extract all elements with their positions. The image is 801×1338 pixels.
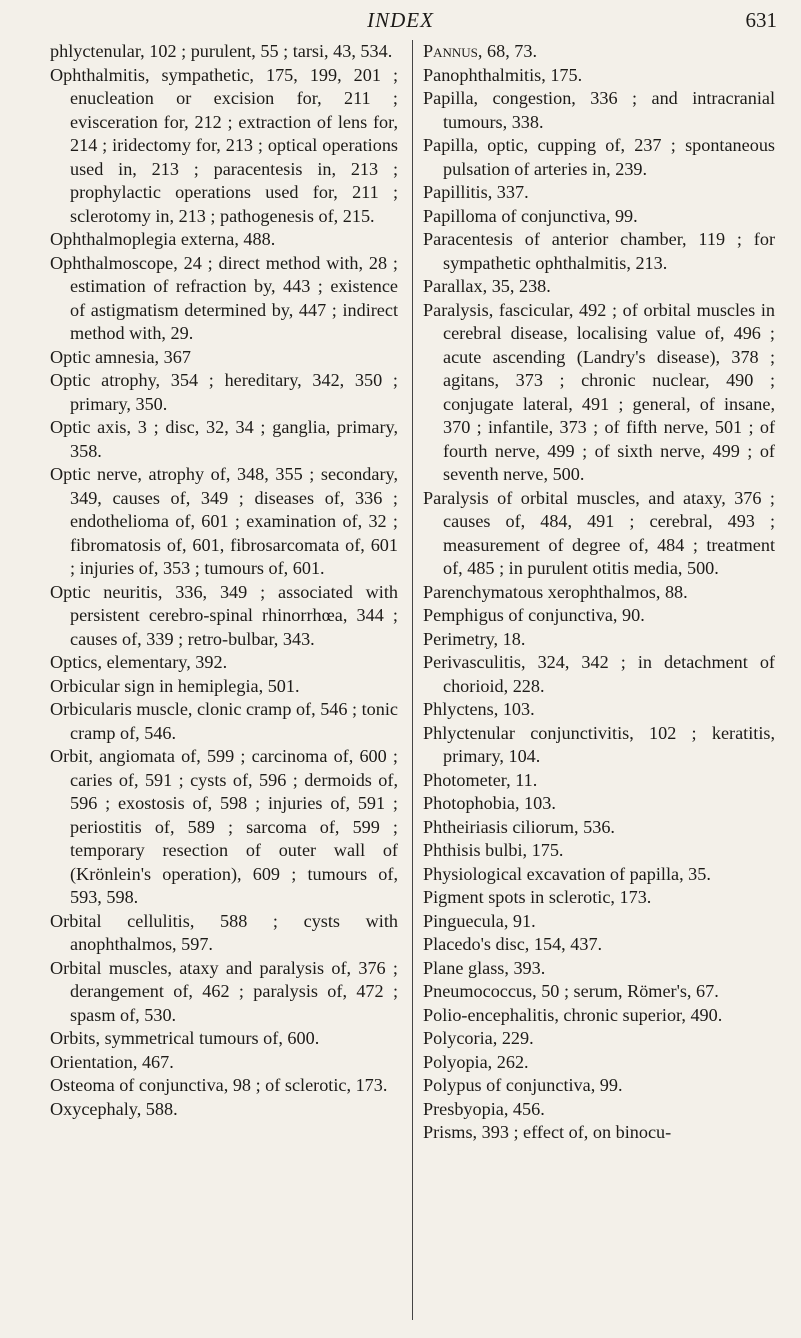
index-entry-refs: atrophy, 354 ; hereditary, 342, 350 ; primary, 350. <box>70 370 398 414</box>
index-entry-refs: , 456. <box>503 1098 545 1119</box>
index-entry-heading: Optic <box>50 370 91 390</box>
index-entry <box>50 698 398 745</box>
index-entry-heading: Polypus <box>423 1075 482 1095</box>
index-entry <box>50 463 398 581</box>
index-entry-heading: Papilloma <box>423 205 497 226</box>
index-entry-refs: phlyctenular, 102 ; purulent, 55 ; tarsi, 43, 534. <box>50 41 393 61</box>
index-entry-heading: Polio-encephalitis <box>423 1004 555 1025</box>
index-entry-heading: Orbits <box>50 1028 96 1048</box>
index-entry <box>423 839 775 863</box>
index-entry-refs: , fascicular, 492 ; of orbital muscles in cerebral disease, localising value of, 496 ; acute ascending (Landry's disease), 378 ; agitans, 373 ; chronic nuclear, 490 ; conjugate lateral, 491 ; general, of insane, 370 ; infantile, 373 ; of fifth nerve, 501 ; of fourth nerve, 499 ; of sixth nerve, 499 ; of seventh nerve, 500. <box>443 299 775 484</box>
index-entry-refs: , 91. <box>503 910 536 931</box>
index-entry <box>423 933 775 957</box>
index-entry <box>423 628 775 652</box>
index-entry <box>423 275 775 299</box>
index-entry-heading: Physiological <box>423 863 523 884</box>
index-entry-refs: amnesia, 367 <box>90 346 191 367</box>
index-entry-heading: Parallax <box>423 276 483 296</box>
index-column-right <box>423 40 775 1145</box>
index-entry-refs: , sympathetic, 175, 199, 201 ; enucleation or excision for, 211 ; evisceration for, 212 ; extraction of lens for, 214 ; iridectomy for, 213 ; optical operations used in, 213 ; paracentesis in, 213 ; prophylactic operations used for, 211 ; sclerotomy in, 213 ; pathogenesis of, 215. <box>70 64 398 226</box>
index-entry-refs: of conjunctiva, 99. <box>496 205 638 226</box>
index-entry-heading: Perivasculitis <box>423 652 521 672</box>
index-entry <box>423 1051 775 1075</box>
index-entry-refs: neuritis, 336, 349 ; associated with persistent cerebro-spinal rhinorrhœa, 344 ; causes of, 339 ; retro-bulbar, 343. <box>70 581 398 649</box>
index-entry-heading: Ophthalmoplegia <box>50 229 177 249</box>
index-entry-heading: Oxycephaly <box>50 1098 137 1119</box>
index-entry <box>423 651 775 698</box>
index-entry <box>50 675 398 699</box>
index-entry-refs: , 68, 73. <box>477 41 538 61</box>
index-entry <box>423 1098 775 1122</box>
index-entry-refs: , 103. <box>514 793 556 813</box>
index-entry-heading: Pannus <box>423 41 478 61</box>
index-entry <box>50 64 398 229</box>
index-entry-heading: Placedo's <box>423 934 491 954</box>
index-entry-refs: , 175. <box>541 64 583 85</box>
index-entry-refs: , 393 ; effect of, on binocu- <box>472 1122 672 1142</box>
index-entry-heading: Perimetry <box>423 628 494 649</box>
index-entry-heading: Optics <box>50 652 98 672</box>
index-entry <box>423 863 775 887</box>
index-entry <box>423 1074 775 1098</box>
index-entry <box>423 181 775 205</box>
index-entry-heading: Osteoma <box>50 1075 115 1095</box>
index-entry-refs: , 324, 342 ; in detachment of chorioid, 228. <box>443 652 775 696</box>
index-entry-heading: Paralysis <box>423 299 489 320</box>
index-entry-heading: Orbicular <box>50 675 120 696</box>
index-entry-refs: , 18. <box>493 628 526 649</box>
index-entry-heading: Polyopia <box>423 1051 488 1072</box>
index-entry-refs: , elementary, 392. <box>97 652 228 672</box>
index-entry <box>423 228 775 275</box>
index-entry <box>423 134 775 181</box>
index-entry-heading: Orbital <box>50 910 102 931</box>
index-entry-heading: Phthisis <box>423 840 481 860</box>
index-entry <box>50 346 398 370</box>
index-entry <box>50 40 398 64</box>
index-entry-heading: Photophobia <box>423 793 515 813</box>
index-entry <box>423 299 775 487</box>
index-entry-refs: disc, 154, 437. <box>490 934 603 954</box>
index-entry-refs: of conjunctiva, 98 ; of sclerotic, 173. <box>114 1075 388 1095</box>
index-entry <box>423 769 775 793</box>
index-entry-refs: , angiomata of, 599 ; carcinoma of, 600 ; caries of, 591 ; cysts of, 596 ; dermoids of, 596 ; exostosis of, 598 ; injuries of, 591 ; periostitis of, 589 ; sarcoma of, 599 ; temporary resection of outer wall of (Krönlein's operation), 609 ; tumours of, 593, 598. <box>70 746 398 907</box>
index-entry-refs: , 11. <box>506 769 538 790</box>
index-entry <box>423 698 775 722</box>
index-entry-heading: Orientation <box>50 1051 133 1072</box>
index-entry <box>423 64 775 88</box>
index-column-left <box>50 40 398 1121</box>
index-entry-refs: , 50 ; serum, Römer's, 67. <box>532 981 719 1001</box>
index-entry <box>423 816 775 840</box>
index-entry-heading: Orbit <box>50 746 89 766</box>
index-entry-heading: Prisms <box>423 1122 473 1142</box>
index-entry-heading: Papilla <box>423 88 474 108</box>
index-entry-refs: , 229. <box>492 1028 534 1048</box>
running-head: INDEX <box>367 8 434 32</box>
index-entry-heading: Pinguecula <box>423 910 504 931</box>
index-entry-refs: of anterior chamber, 119 ; for sympathetic ophthalmitis, 213. <box>443 229 775 273</box>
index-entry <box>423 792 775 816</box>
index-entry-refs: of conjunctiva, 90. <box>503 605 645 625</box>
index-entry-heading: Ophthalmoscope <box>50 252 174 273</box>
index-entry-refs: externa, 488. <box>176 229 276 249</box>
index-entry <box>423 581 775 605</box>
index-entry <box>423 1004 775 1028</box>
index-entry <box>423 910 775 934</box>
index-entry-refs: muscles, ataxy and paralysis of, 376 ; derangement of, 462 ; paralysis of, 472 ; spasm of, 530. <box>70 957 398 1025</box>
index-entry <box>50 416 398 463</box>
page-header <box>0 4 801 34</box>
index-entry-heading: Presbyopia <box>423 1098 504 1119</box>
index-entry-refs: nerve, atrophy of, 348, 355 ; secondary, 349, causes of, 349 ; diseases of, 336 ; endothelioma of, 601 ; examination of, 32 ; fibromatosis of, 601, fibrosarcomata of, 601 ; injuries of, 353 ; tumours of, 601. <box>70 464 398 578</box>
index-entry-heading: Pneumococcus <box>423 981 533 1001</box>
index-entry-refs: , 588. <box>136 1098 178 1119</box>
index-entry <box>50 228 398 252</box>
index-entry <box>50 1098 398 1122</box>
index-entry <box>50 252 398 346</box>
index-entry <box>423 604 775 628</box>
index-entry <box>50 651 398 675</box>
index-entry-refs: of orbital muscles, and ataxy, 376 ; causes of, 484, 491 ; cerebral, 493 ; measurement of degree of, 484 ; treatment of, 485 ; in purulent otitis media, 500. <box>443 487 775 578</box>
index-entry-heading: Paracentesis <box>423 229 513 249</box>
index-entry-refs: cellulitis, 588 ; cysts with anophthalmos, 597. <box>70 910 398 954</box>
index-entry-refs: , 103. <box>493 699 535 719</box>
index-entry <box>423 40 775 64</box>
index-entry-refs: , congestion, 336 ; and intracranial tumours, 338. <box>443 88 775 132</box>
index-entry-refs: conjunctivitis, 102 ; keratitis, primary, 104. <box>443 722 775 766</box>
index-entry-heading: Optic <box>50 346 91 367</box>
index-entry <box>423 205 775 229</box>
index-entry-heading: Pemphigus <box>423 605 504 625</box>
index-entry <box>50 745 398 910</box>
page-number: 631 <box>745 8 777 32</box>
index-entry-refs: , optic, cupping of, 237 ; spontaneous pulsation of arteries in, 239. <box>443 135 775 179</box>
index-entry-heading: Phtheiriasis <box>423 816 508 837</box>
index-entry <box>50 369 398 416</box>
index-entry <box>423 87 775 134</box>
index-entry <box>50 1027 398 1051</box>
index-entry-refs: spots in sclerotic, 173. <box>483 887 652 907</box>
index-entry-heading: Phlyctens <box>423 699 494 719</box>
index-entry-refs: , 467. <box>132 1051 174 1072</box>
index-entry-refs: muscle, clonic cramp of, 546 ; tonic cramp of, 546. <box>70 699 398 743</box>
index-entry <box>423 487 775 581</box>
index-entry <box>423 1121 775 1145</box>
index-entry-refs: , 337. <box>487 182 529 202</box>
index-entry <box>423 722 775 769</box>
index-entry <box>50 1051 398 1075</box>
index-entry <box>423 1027 775 1051</box>
index-entry-refs: axis, 3 ; disc, 32, 34 ; ganglia, primary, 358. <box>70 417 398 461</box>
index-entry-heading: Plane <box>423 957 464 978</box>
index-entry-refs: glass, 393. <box>463 957 546 978</box>
index-entry-refs: , 24 ; direct method with, 28 ; estimation of refraction by, 443 ; existence of astigmatism determined by, 447 ; indirect method with, 29. <box>70 252 398 343</box>
index-entry-heading: Papilla <box>423 135 474 155</box>
index-entry-refs: of conjunctiva, 99. <box>481 1075 623 1095</box>
index-entry-heading: Optic <box>50 417 91 437</box>
index-entry-heading: Optic <box>50 464 91 484</box>
index-entry <box>50 581 398 652</box>
index-entry-heading: Ophthalmitis <box>50 64 145 85</box>
index-entry-heading: Phlyctenular <box>423 722 515 743</box>
index-entry <box>50 910 398 957</box>
index-entry <box>423 957 775 981</box>
index-entry-heading: Papillitis <box>423 182 488 202</box>
index-entry-heading: Paralysis <box>423 487 489 508</box>
column-divider <box>412 40 413 1320</box>
index-entry-refs: bulbi, 175. <box>480 840 564 860</box>
index-entry-refs: , chronic superior, 490. <box>554 1004 723 1025</box>
index-entry-refs: , 262. <box>487 1051 529 1072</box>
index-entry <box>423 980 775 1004</box>
index-entry-refs: xerophthalmos, 88. <box>543 581 688 602</box>
index-entry-heading: Photometer <box>423 769 507 790</box>
index-entry-heading: Orbicularis <box>50 699 132 719</box>
index-entry <box>50 1074 398 1098</box>
index-entry-heading: Orbital <box>50 957 102 978</box>
index-entry-heading: Parenchymatous <box>423 581 544 602</box>
index-entry-heading: Panophthalmitis <box>423 64 542 85</box>
index-entry-heading: Polycoria <box>423 1028 493 1048</box>
index-entry-refs: , symmetrical tumours of, 600. <box>95 1028 320 1048</box>
index-entry-refs: excavation of papilla, 35. <box>522 863 711 884</box>
index-entry <box>50 957 398 1028</box>
index-entry-refs: ciliorum, 536. <box>507 816 615 837</box>
index-entry-heading: Optic <box>50 581 91 602</box>
index-entry-refs: , 35, 238. <box>482 276 551 296</box>
index-entry-refs: sign in hemiplegia, 501. <box>119 675 300 696</box>
index-entry-heading: Pigment <box>423 887 484 907</box>
index-entry <box>423 886 775 910</box>
